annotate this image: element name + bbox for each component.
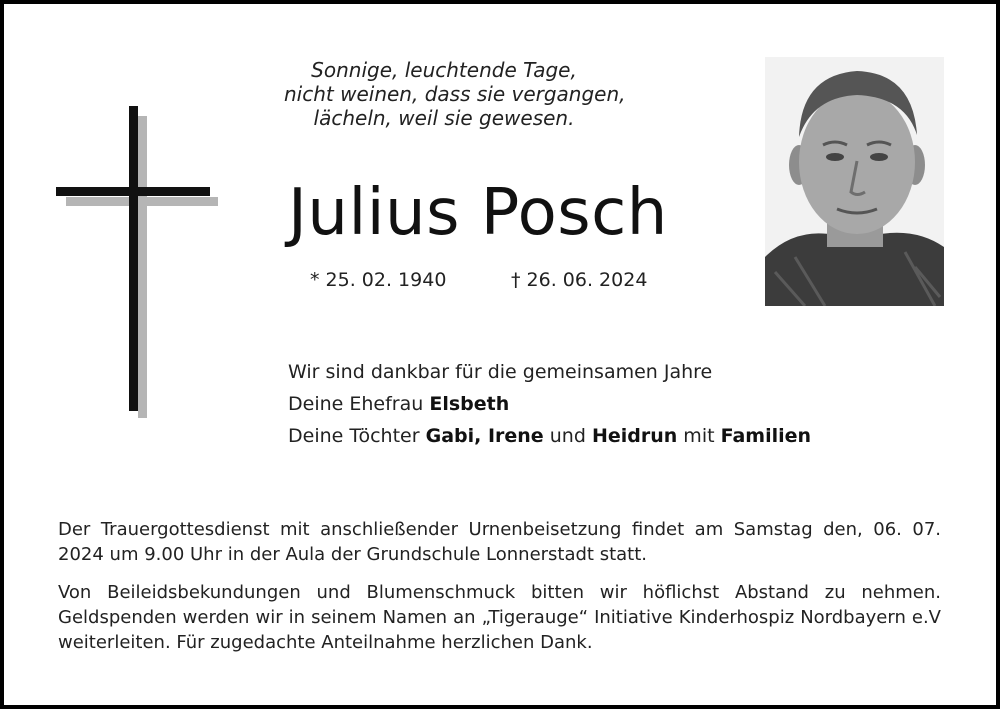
- donation-paragraph: Von Beileidsbekundungen und Blumenschmuck bitten wir höflichst Abstand zu nehmen. Geldspenden werden wir in seinem Namen an „Tigerauge“ Initiative Kinderhospiz Nordbayern e.V weiterleiten. Für zugedachte Anteilnahme herzlichen Dank.: [58, 582, 941, 653]
- daughters-line: [288, 420, 811, 452]
- wife-prefix: Deine Ehefrau: [288, 393, 430, 415]
- and-word: und: [543, 425, 592, 447]
- cross-shadow-horizontal: [66, 197, 218, 206]
- wife-line: [288, 388, 811, 420]
- daughters-names: Gabi, Irene: [425, 425, 544, 447]
- wife-name: Elsbeth: [429, 393, 510, 415]
- verse-line: lächeln, weil sie gewesen.: [313, 106, 575, 130]
- daughter-name: Heidrun: [591, 425, 678, 447]
- death-date: † 26. 06. 2024: [511, 269, 648, 291]
- families-word: Familien: [720, 425, 812, 447]
- portrait-image: [765, 57, 944, 306]
- daughters-prefix: Deine Töchter: [288, 425, 426, 447]
- with-word: mit: [677, 425, 721, 447]
- verse-line: Sonnige, leuchtende Tage,: [311, 58, 577, 82]
- birth-date: * 25. 02. 1940: [310, 269, 447, 291]
- cross-shadow-vertical: [138, 116, 147, 418]
- verse-line: nicht weinen, dass sie vergangen,: [284, 82, 626, 106]
- verse: [284, 58, 626, 130]
- mourners-block: [288, 356, 811, 452]
- gratitude-line: Wir sind dankbar für die gemeinsamen Jahre: [288, 361, 713, 383]
- cross-icon: [56, 106, 226, 426]
- obituary-card: [4, 4, 996, 705]
- cross-vertical-bar: [129, 106, 138, 411]
- service-paragraph: Der Trauergottesdienst mit anschließender Urnenbeisetzung findet am Samstag den, 06. 07. 2024 um 9.00 Uhr in der Aula der Grundschule Lonnerstadt statt.: [58, 519, 941, 565]
- deceased-name: Julius Posch: [288, 176, 668, 250]
- portrait-photo: [765, 57, 944, 306]
- cross-horizontal-bar: [56, 187, 210, 196]
